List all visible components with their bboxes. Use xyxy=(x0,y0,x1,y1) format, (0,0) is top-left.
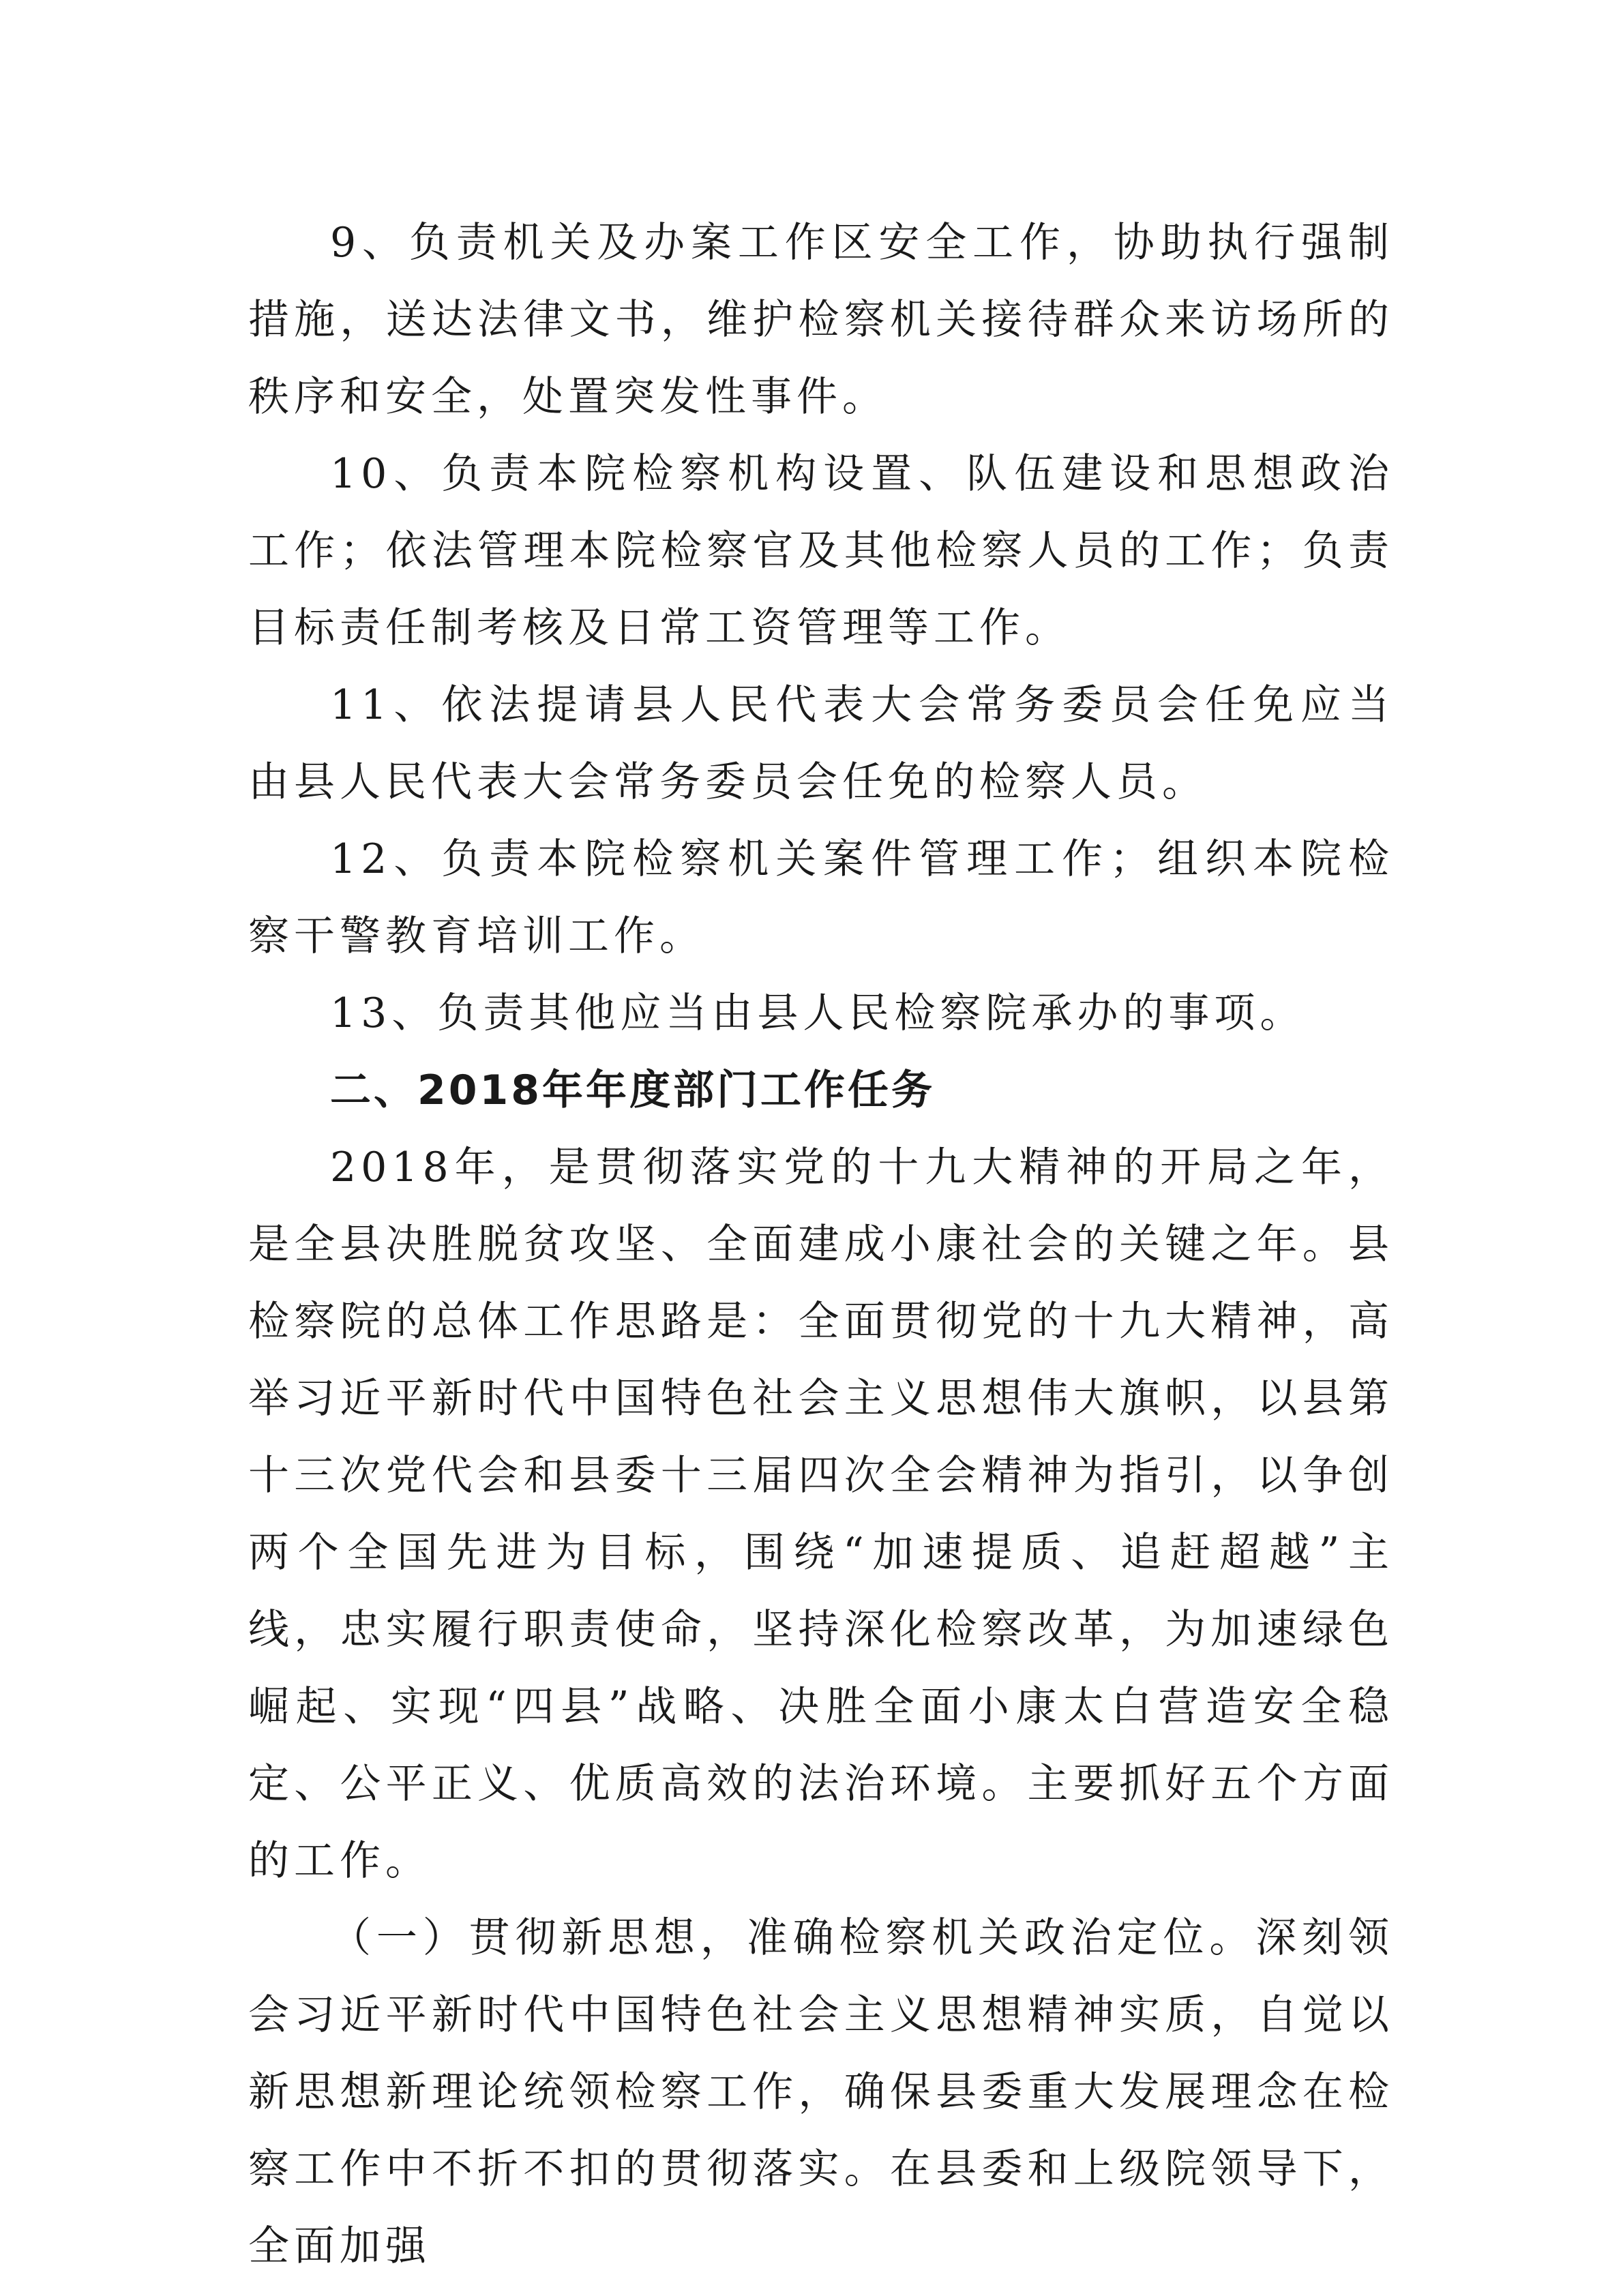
document-page xyxy=(248,205,1394,2285)
paragraph-duty-13: 13、负责其他应当由县人民检察院承办的事项。 xyxy=(330,989,1306,1037)
paragraph-duty-10: 10、负责本院检察机构设置、队伍建设和思想政治工作；依法管理本院检察官及其他检察人员的工作；负责目标责任制考核及日常工资管理等工作。 xyxy=(248,450,1394,652)
paragraph-2018-overview: 2018年，是贯彻落实党的十九大精神的开局之年，是全县决胜脱贫攻坚、全面建成小康社会的关键之年。县检察院的总体工作思路是：全面贯彻党的十九大精神，高举习近平新时代中国特色社会主义思想伟大旗帜，以县第十三次党代会和县委十三届四次全会精神为指引，以争创两个全国先进为目标，围绕“加速提质、追赶超越”主线，忠实履行职责使命，坚持深化检察改革，为加速绿色崛起、实现“四县”战略、决胜全面小康太白营造安全稳定、公平正义、优质高效的法治环境。主要抓好五个方面的工作。 xyxy=(248,1144,1394,1885)
paragraph-duty-11: 11、依法提请县人民代表大会常务委员会任免应当由县人民代表大会常务委员会任免的检察人员。 xyxy=(248,681,1394,806)
section-heading-2018-tasks: 二、2018年年度部门工作任务 xyxy=(330,1067,935,1114)
paragraph-duty-12: 12、负责本院检察机关案件管理工作；组织本院检察干警教育培训工作。 xyxy=(248,835,1394,960)
paragraph-task-1: （一）贯彻新思想，准确检察机关政治定位。深刻领会习近平新时代中国特色社会主义思想精神实质，自觉以新思想新理论统领检察工作，确保县委重大发展理念在检察工作中不折不扣的贯彻落实。在县委和上级院领导下，全面加强 xyxy=(248,1914,1394,2270)
paragraph-duty-9: 9、负责机关及办案工作区安全工作，协助执行强制措施，送达法律文书，维护检察机关接待群众来访场所的秩序和安全，处置突发性事件。 xyxy=(248,219,1394,421)
